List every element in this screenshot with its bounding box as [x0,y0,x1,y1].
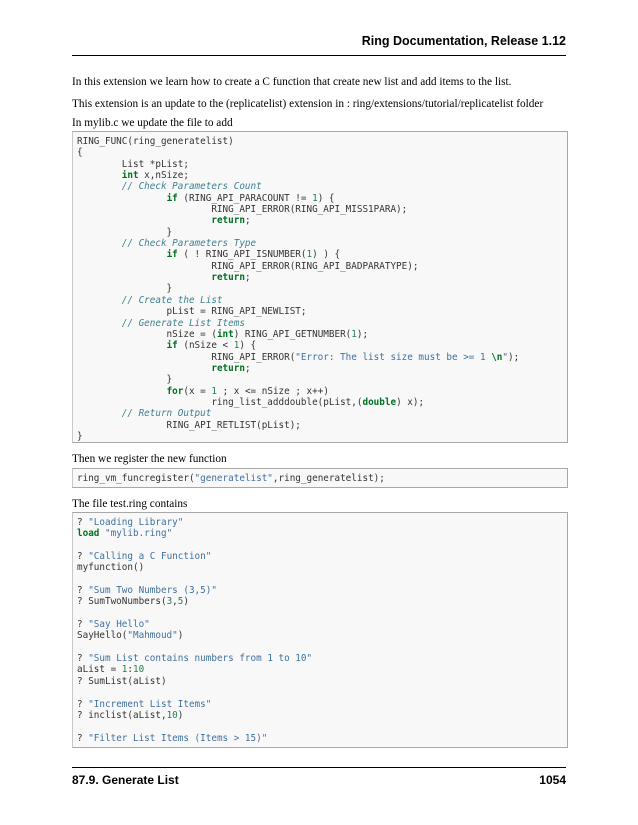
code-token: : [127,664,133,676]
code-line [77,386,567,397]
code-token: // Generate List Items [121,317,245,329]
code-token [77,295,122,306]
code-token: "Sum List contains numbers from 1 to 10" [88,653,313,665]
testfile-paragraph: The file test.ring contains [72,498,188,510]
code-token [77,181,122,192]
update-paragraph: This extension is an update to the (replicatelist) extension in : ring/extensions/tutorial/replicatelist folder [72,98,544,110]
code-token: ? [77,517,89,528]
code-token: ) x); [396,396,425,408]
code-token: ( ! RING_API_ISNUMBER( [177,249,307,261]
code-token: x,nSize; [138,170,189,182]
page-number: 1054 [539,773,566,787]
code-line [77,340,567,351]
code-token: , [172,596,178,608]
code-line [77,420,567,431]
code-line [77,517,567,528]
code-token: (RING_API_PARACOUNT != [177,192,313,204]
code-line [77,664,567,675]
code-token: RING_API_RETLIST(pList); [77,419,301,431]
code-line [77,318,567,329]
ring-code-block [72,512,568,748]
code-line [77,329,567,340]
code-token: ) RING_API_GETNUMBER( [233,328,352,340]
code-token: ? SumList(aList) [77,675,167,687]
code-token [77,170,122,181]
code-line [77,397,567,408]
code-token: { [77,147,83,159]
code-token: ) { [239,340,257,352]
code-line [77,596,567,607]
code-token: return [211,272,245,284]
code-token [77,318,122,329]
code-token: RING_API_ERROR(RING_API_MISS1PARA); [77,204,408,216]
code-line [77,540,567,551]
code-line [77,272,567,283]
code-token: ) [183,596,189,608]
code-token: ? inclist(aList, [77,709,167,721]
code-token: 1 [351,328,357,340]
code-line [77,159,567,170]
code-token: double [362,396,397,408]
code-token: ? [77,551,89,563]
code-token: load [77,528,100,540]
code-token: return [211,362,245,374]
code-token [77,363,211,374]
code-token: "Sum Two Numbers (3,5)" [88,585,217,597]
code-token: \n [491,351,503,363]
code-token [77,386,167,397]
code-token: 5 [177,596,184,608]
code-token: if [166,192,178,204]
code-line [77,295,567,306]
code-token: ? [77,653,89,665]
code-line [77,261,567,272]
code-token: if [166,249,178,261]
code-token: SayHello( [77,630,128,642]
code-token: 1 [121,664,128,676]
code-token: List *pList; [77,158,189,170]
code-token: "generatelist" [194,473,273,484]
code-token: int [216,328,234,340]
code-line [77,619,567,630]
code-line [77,181,567,192]
code-line [77,363,567,374]
code-line [77,653,567,664]
code-line [77,408,567,419]
register-code-block [72,468,568,488]
register-code-listing [77,473,567,484]
code-line [77,710,567,721]
code-token: RING_API_ERROR(RING_API_BADPARATYPE); [77,260,419,272]
code-token: ) ) { [312,249,341,261]
code-token [77,408,122,419]
code-line [77,687,567,698]
code-token: myfunction() [77,562,145,574]
mylib-paragraph: In mylib.c we update the file to add [72,117,233,129]
c-code-block [72,131,568,443]
code-line [77,630,567,641]
code-token: ; [244,272,251,284]
code-token: int [121,170,139,182]
code-token: "Calling a C Function" [88,551,212,563]
code-line [77,193,567,204]
code-line [77,431,567,442]
code-token: "Say Hello" [88,619,150,631]
code-line [77,147,567,158]
code-token: 10 [166,709,178,721]
code-token: ? [77,585,89,597]
code-token: nSize = ( [77,328,217,340]
code-token: // Check Parameters Type [121,238,257,250]
code-line [77,528,567,539]
code-token: } [77,283,173,295]
register-paragraph: Then we register the new function [72,453,227,465]
code-token: ) [177,709,184,721]
code-line [77,676,567,687]
code-token: "Increment List Items" [88,698,212,710]
code-line [77,585,567,596]
code-token [77,193,167,204]
code-token: "Mahmoud" [127,630,178,642]
code-line [77,699,567,710]
code-line [77,352,567,363]
code-token: ? SumTwoNumbers( [77,596,167,608]
code-token: } [77,226,173,238]
code-token: "Loading Library" [88,517,184,528]
code-token: 1 [312,192,318,204]
code-token: ); [356,328,369,340]
footer-divider [72,767,566,768]
code-line [77,551,567,562]
code-token: if [166,340,178,352]
code-token: pList = RING_API_NEWLIST; [77,306,307,318]
code-token: // Check Parameters Count [121,181,262,193]
intro-paragraph: In this extension we learn how to create a C function that create new list and add items to the list. [72,76,512,88]
code-token: (x = [183,385,212,397]
code-line [77,642,567,653]
code-line [77,283,567,294]
code-token: ? [77,732,89,744]
code-token: ? [77,619,89,631]
code-token: } [77,430,83,442]
code-token: "Error: The list size must be >= 1 [295,351,492,363]
code-token: } [77,374,173,386]
code-token: for [166,385,184,397]
code-token [77,340,167,351]
code-token: ring_list_adddouble(pList,( [77,396,363,408]
header-divider [72,55,566,56]
code-token: ) { [317,192,335,204]
code-line [77,204,567,215]
code-token: // Create the List [121,294,223,306]
code-line [77,306,567,317]
code-token: 1 [233,340,240,352]
code-token: ring_vm_funcregister( [77,473,195,484]
code-line [77,562,567,573]
code-token: 3 [166,596,173,608]
code-token: ? [77,698,89,710]
code-line [77,473,567,484]
code-line [77,227,567,238]
code-line [77,733,567,744]
running-header: Ring Documentation, Release 1.12 [361,34,566,48]
code-token [77,238,122,249]
page-footer [72,773,566,787]
code-token: (nSize < [177,340,234,352]
code-token: ,ring_generatelist); [272,473,385,484]
code-token: RING_FUNC(ring_generatelist) [77,136,234,147]
code-token: 10 [133,664,145,676]
code-token: aList = [77,664,122,676]
footer-section-title: 87.9. Generate List [72,773,179,787]
code-token [77,249,167,260]
code-line [77,721,567,732]
ring-code-listing [77,517,567,744]
code-token: return [211,215,245,227]
c-code-listing [77,136,567,442]
code-token: "mylib.ring" [105,528,173,540]
code-token [77,272,211,283]
code-line [77,136,567,147]
code-token: ; [244,362,251,374]
code-token: "Filter List Items (Items > 15)" [88,732,268,744]
code-line [77,215,567,226]
code-token: ; [244,215,251,227]
code-line [77,238,567,249]
code-token: ; x <= nSize ; x++) [216,385,329,397]
code-token: " [502,351,509,363]
code-token: // Return Output [121,408,212,420]
code-token: 1 [211,385,217,397]
code-line [77,574,567,585]
code-token [77,215,211,226]
code-token: RING_API_ERROR( [77,351,296,363]
code-line [77,608,567,619]
code-token: 1 [306,249,313,261]
code-token: ) [177,630,184,642]
code-token: ); [508,351,520,363]
code-line [77,170,567,181]
code-line [77,374,567,385]
code-line [77,249,567,260]
